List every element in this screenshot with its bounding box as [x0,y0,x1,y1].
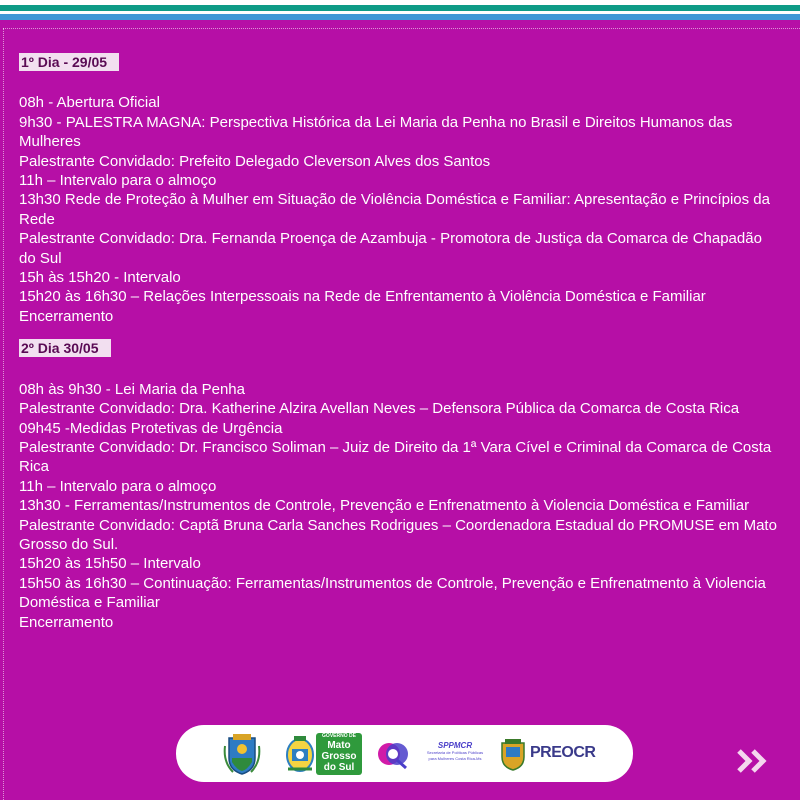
program-content [19,53,779,632]
gov-label: do Sul [323,762,355,773]
footer-logo-bar [176,725,633,782]
day1-line: 9h30 - PALESTRA MAGNA: Perspectiva Histórica da Lei Maria da Penha no Brasil e Direitos Humanos das Mulheres [19,113,733,151]
gov-label: Grosso [321,751,357,762]
day1-line: 08h - Abertura Oficial [19,94,160,112]
day2-header: 2º Dia 30/05 [19,339,111,357]
day2-line: 15h20 às 15h50 – Intervalo [19,555,201,573]
day1-section [19,53,779,72]
day1-header: 1º Dia - 29/05 [19,53,119,71]
sppmcr-subtitle: Secretaria de Políticas Públicas [426,750,484,755]
day2-section [19,339,779,358]
day2-line: Palestrante Convidado: Dr. Francisco Soliman – Juiz de Direito da 1ª Vara Cível e Criminal da Comarca de Costa Rica [19,438,772,476]
governo-ms-logo [316,733,362,775]
preocr-logo: PREOCR [530,744,596,761]
next-arrow-icon[interactable] [735,748,775,774]
gov-label: Mato [327,740,351,751]
top-stripes [0,0,800,24]
costa-rica-municipal-crest-icon [498,737,528,771]
day2-line: 13h30 - Ferramentas/Instrumentos de Controle, Prevenção e Enfrenatmento à Violencia Doméstica e Familiar [19,497,750,515]
stripe-blue [0,14,800,20]
day2-lines [19,380,779,632]
day2-line: 08h às 9h30 - Lei Maria da Penha [19,380,245,398]
gov-label: GOVERNO DE [322,733,356,739]
day1-line: Palestrante Convidado: Dra. Fernanda Proença de Azambuja - Promotora de Justiça da Comarca de Chapadão do Sul [19,230,762,267]
sppmcr-subtitle: para Mulheres Costa Rica-Ms [428,756,482,761]
mato-grosso-do-sul-coat-of-arms-icon [284,733,316,775]
day2-line: 15h50 às 16h30 – Continuação: Ferramentas/Instrumentos de Controle, Prevenção e Enfrenatmento à Violencia Doméstica e Familiar [19,574,766,612]
day2-line: 09h45 -Medidas Protetivas de Urgência [19,419,283,437]
day1-line: 11h – Intervalo para o almoço [19,172,217,190]
day2-line: 11h – Intervalo para o almoço [19,477,217,495]
day2-line: Encerramento [19,613,114,631]
day1-lines [19,93,779,326]
day1-line: 13h30 Rede de Proteção à Mulher em Situação de Violência Doméstica e Familiar: Apresentação e Princípios da Rede [19,191,770,228]
dotted-border-left [3,28,4,800]
costa-rica-coat-of-arms-icon [223,732,261,776]
day1-line: Palestrante Convidado: Prefeito Delegado Cleverson Alves dos Santos [19,152,491,170]
day2-line: Palestrante Convidado: Captã Bruna Carla Sanches Rodrigues – Coordenadora Estadual do PROMUSE em Mato Grosso do Sul. [19,516,777,553]
day1-line: 15h às 15h20 - Intervalo [19,269,181,287]
day2-line: Palestrante Convidado: Dra. Katherine Alzira Avellan Neves – Defensora Pública da Comarca de Costa Rica [19,400,740,418]
sppmcr-title: SPPMCR [437,741,473,750]
dotted-border-top [3,28,800,29]
day1-line: 15h20 às 16h30 – Relações Interpessoais na Rede de Enfrentamento à Violência Doméstica e Familiar [19,288,706,306]
day1-line: Encerramento [19,307,114,325]
sppmcr-logo-icon [376,738,412,770]
sppmcr-text [416,741,494,762]
